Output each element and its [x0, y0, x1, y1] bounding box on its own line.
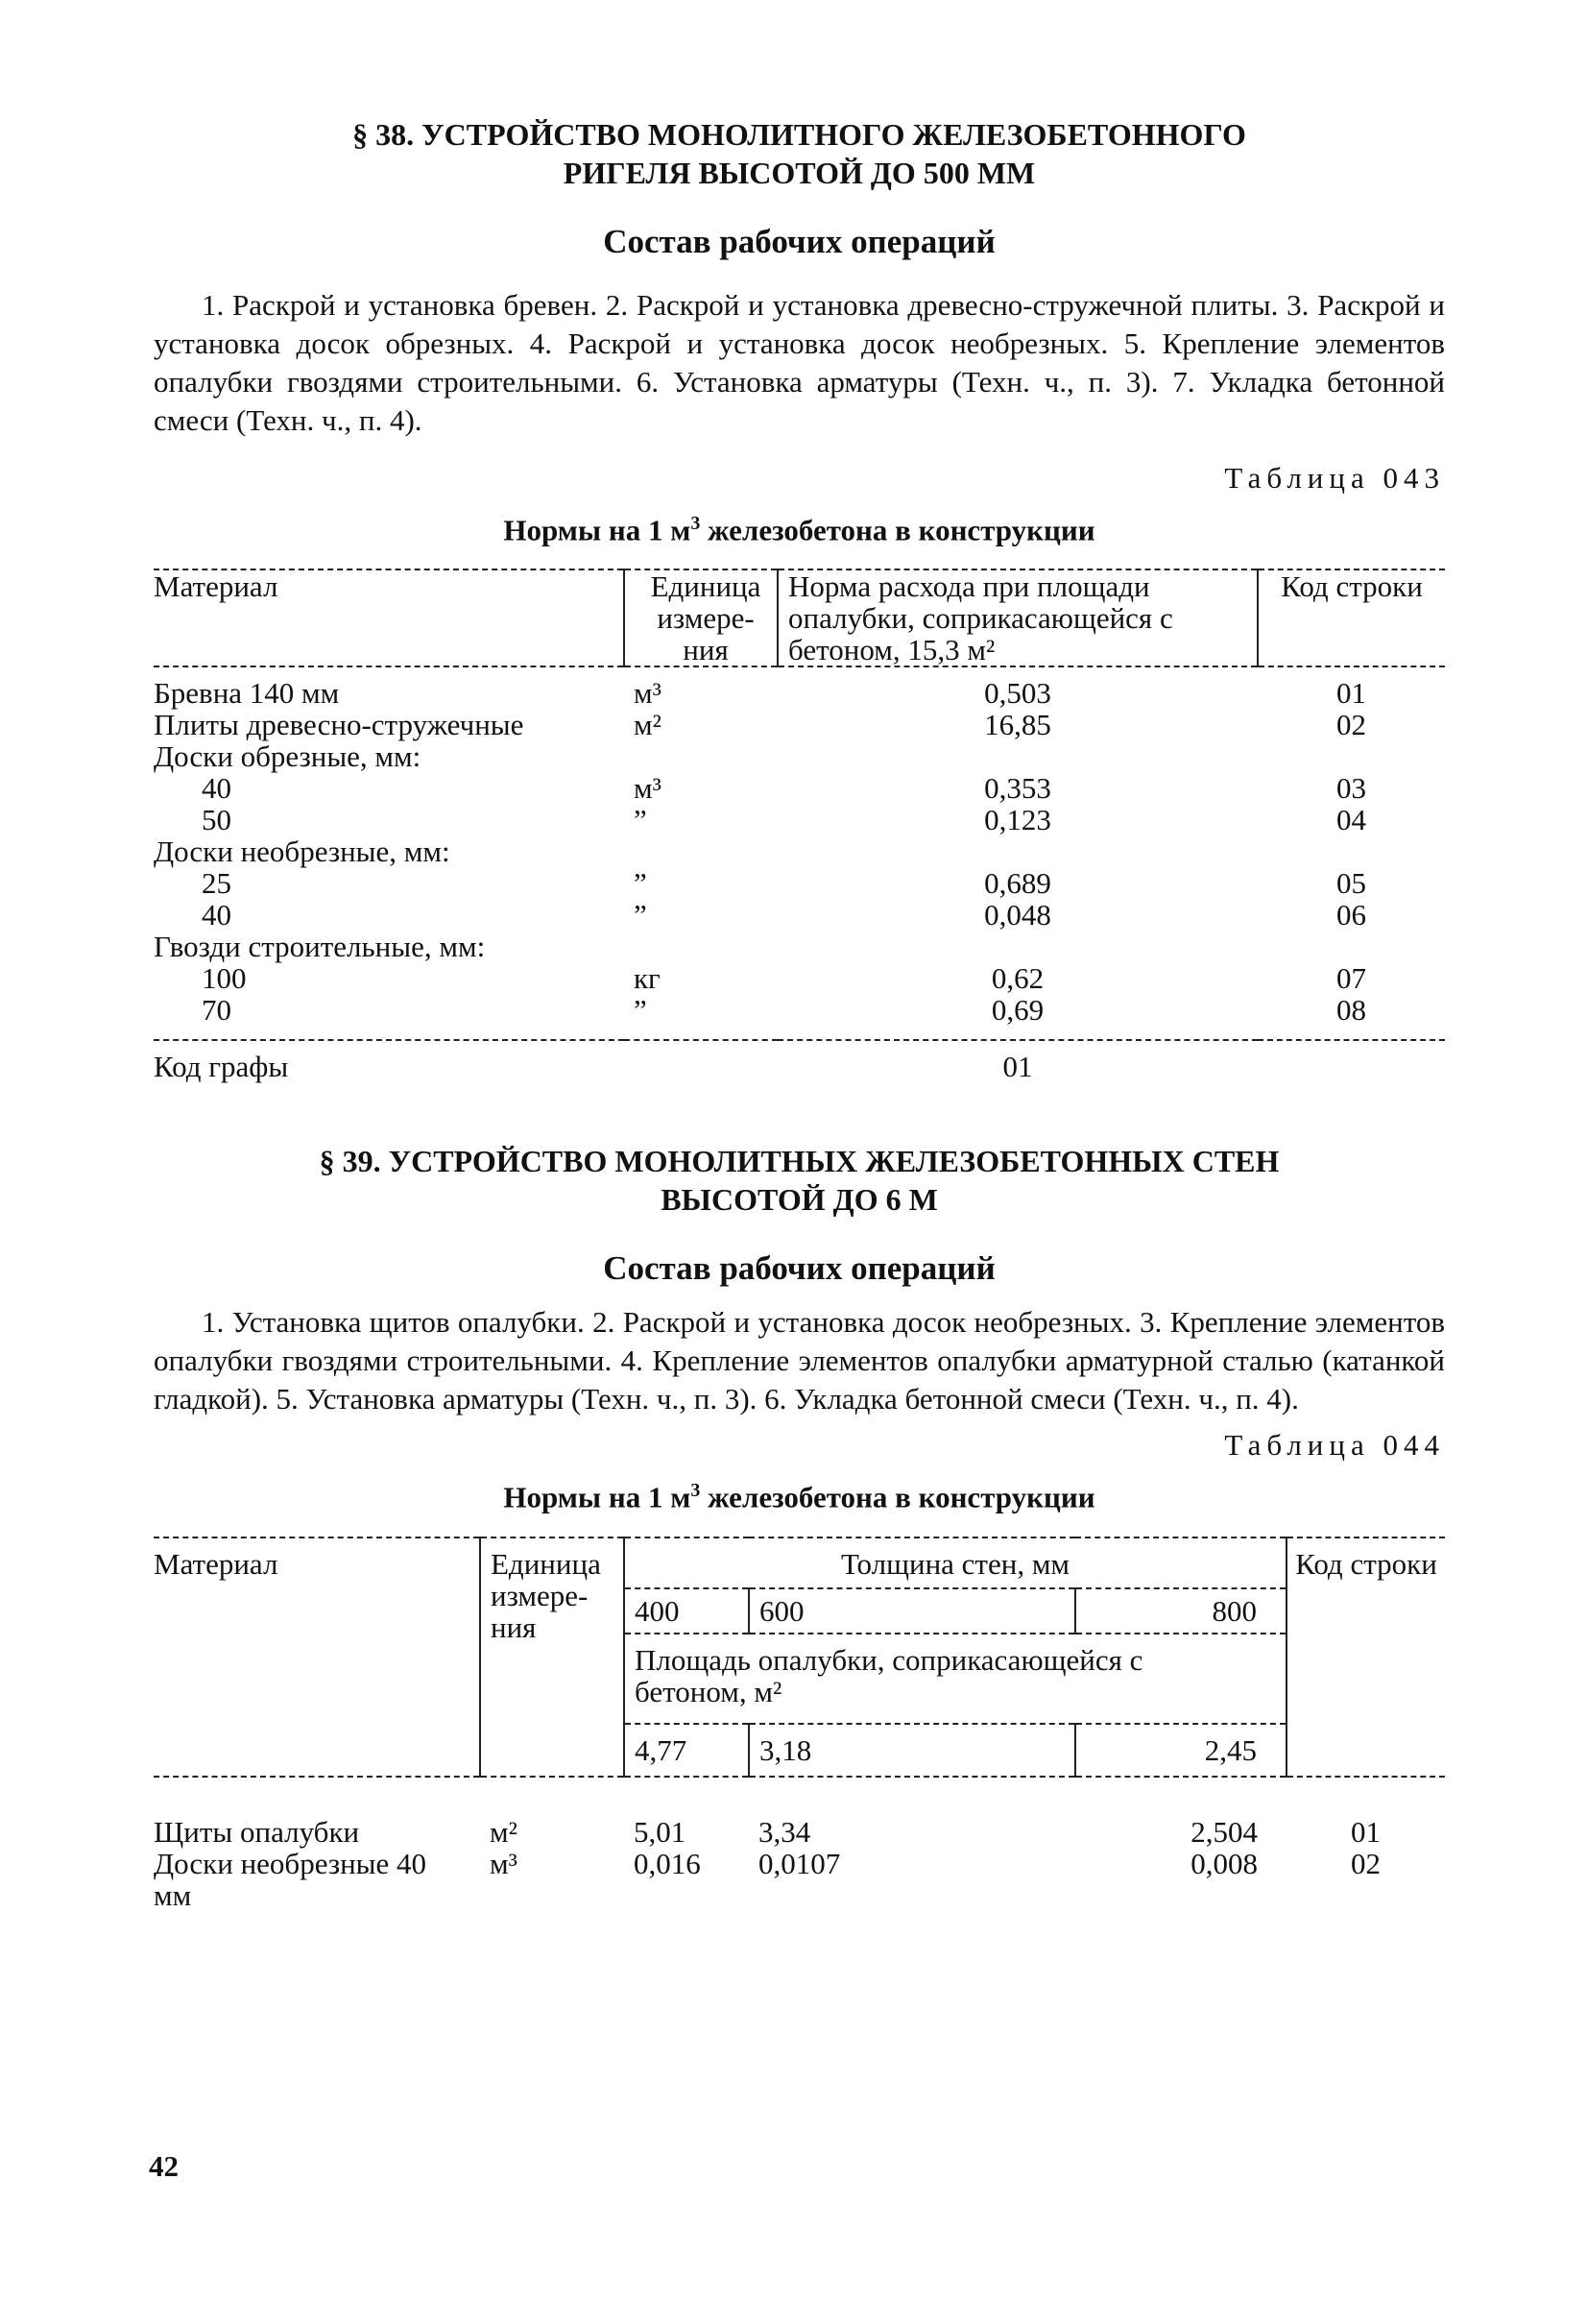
cell-v1: 0,016: [634, 1846, 701, 1880]
cell-code: [1258, 835, 1445, 867]
table-043: [154, 569, 1445, 1082]
cell-unit: [624, 835, 778, 867]
cell-v3: 0,008: [1190, 1846, 1258, 1880]
table-044-caption: [154, 1480, 1445, 1514]
table-row: [154, 740, 1445, 772]
cell-material: 40: [202, 898, 231, 932]
caption-text-post: железобетона в конструкции: [700, 513, 1095, 547]
cell-code: 01: [1336, 676, 1366, 711]
cell-material: Доски необрезные, мм:: [154, 835, 450, 869]
cell-code: 02: [1351, 1846, 1381, 1880]
table-044-body: [154, 1816, 1445, 1911]
cell-value: 0,353: [984, 771, 1051, 806]
page-number: 42: [149, 2149, 179, 2183]
header-material: Материал: [154, 569, 624, 666]
header-a2: 3,18: [749, 1724, 1075, 1776]
table-row: [154, 899, 1445, 931]
header-norm: Норма расхода при площади опалубки, соприкасающейся с бетоном, 15,3 м²: [778, 569, 1258, 666]
caption-text-post: железобетона в конструкции: [700, 1480, 1095, 1514]
table-row: [154, 994, 1445, 1026]
section-38-title-line2: РИГЕЛЯ ВЫСОТОЙ ДО 500 ММ: [563, 156, 1036, 190]
cell-unit: м³: [634, 771, 661, 806]
header-unit: Единица измере- ния: [624, 569, 778, 666]
section-39-title: [154, 1142, 1445, 1219]
table-row: [154, 804, 1445, 835]
cell-value: [778, 740, 1258, 772]
cell-code: 05: [1336, 866, 1366, 901]
table-row: [154, 962, 1445, 994]
cell-unit: [624, 740, 778, 772]
cell-code: [1258, 931, 1445, 962]
cell-material: 50: [202, 803, 231, 837]
cell-code: 07: [1336, 961, 1366, 996]
cell-code: 06: [1336, 898, 1366, 932]
header-t2: 600: [749, 1588, 1075, 1634]
cell-v2: 0,0107: [758, 1846, 841, 1880]
header-t1: 400: [624, 1588, 749, 1634]
section-39-subtitle: Состав рабочих операций: [603, 1249, 996, 1288]
caption-sup: 3: [690, 513, 701, 534]
cell-v2: 3,34: [758, 1814, 811, 1849]
cell-material: 100: [202, 961, 247, 996]
header-thickness: Толщина стен, мм: [624, 1537, 1286, 1588]
header-area: Площадь опалубки, соприкасающейся с бетоном, м²: [624, 1634, 1286, 1724]
table-row: [154, 666, 1445, 709]
table-044-header-row1: [154, 1537, 1445, 1588]
cell-unit: м²: [634, 708, 661, 742]
table-044-divider: [154, 1777, 1445, 1816]
cell-unit: м²: [490, 1814, 517, 1849]
caption-text: Нормы на 1 м: [503, 1480, 691, 1514]
table-row: [154, 931, 1445, 962]
header-a3: 2,45: [1075, 1724, 1286, 1776]
table-row: [154, 772, 1445, 804]
cell-value: [778, 835, 1258, 867]
cell-value: 0,689: [984, 866, 1051, 901]
section-39-operations: 1. Установка щитов опалубки. 2. Раскрой и установка досок необрезных. 3. Крепление элементов опалубки гвоздями строительными. 4. Крепление элементов опалубки арматурной сталью (катанкой гладкой). 5. Установка арматуры (Техн. ч., п. 3). 6. Укладка бетонной смеси (Техн. ч., п. 4).: [154, 1305, 1445, 1416]
cell-unit: кг: [634, 961, 661, 996]
cell-value: 0,503: [984, 676, 1051, 711]
header-a1: 4,77: [624, 1724, 749, 1776]
table-043-footer: [154, 1040, 1445, 1082]
table-043-label: Таблица 043: [1224, 461, 1445, 495]
cell-material: Плиты древесно-стружечные: [154, 708, 524, 742]
table-043-body: [154, 666, 1445, 1040]
section-39-title-line1: § 39. УСТРОЙСТВО МОНОЛИТНЫХ ЖЕЛЕЗОБЕТОННЫХ СТЕН: [319, 1144, 1280, 1179]
header-code: Код строки: [1258, 569, 1445, 666]
header-t3: 800: [1075, 1588, 1286, 1634]
cell-v3: 2,504: [1190, 1814, 1258, 1849]
cell-code: 08: [1336, 993, 1366, 1028]
caption-text: Нормы на 1 м: [503, 513, 691, 547]
table-044-header-bottom: [154, 1777, 1445, 1816]
cell-material: 25: [202, 866, 231, 901]
cell-code: 03: [1336, 771, 1366, 806]
footer-empty2: [1258, 1040, 1445, 1082]
table-043-header: [154, 569, 1445, 666]
table-row: [154, 709, 1445, 740]
section-39-title-line2: ВЫСОТОЙ ДО 6 М: [661, 1182, 938, 1218]
footer-value: 01: [778, 1040, 1258, 1082]
caption-sup: 3: [690, 1480, 701, 1502]
cell-unit: ”: [634, 866, 647, 901]
cell-material: 40: [202, 771, 231, 806]
table-row: [154, 835, 1445, 867]
cell-material: Доски обрезные, мм:: [154, 739, 421, 774]
table-row: [154, 867, 1445, 899]
section-38-title: [154, 115, 1445, 192]
footer-label: Код графы: [154, 1040, 624, 1082]
table-row: [154, 1848, 1445, 1911]
document-page: [154, 115, 1445, 1911]
cell-value: 0,048: [984, 898, 1051, 932]
cell-unit: ”: [634, 803, 647, 837]
cell-code: 01: [1351, 1814, 1381, 1849]
cell-unit: [624, 931, 778, 962]
cell-code: 02: [1336, 708, 1366, 742]
cell-material: Щиты опалубки: [154, 1814, 360, 1849]
cell-material: Доски необрезные 40 мм: [154, 1846, 427, 1912]
cell-value: [778, 931, 1258, 962]
section-38-subtitle: Состав рабочих операций: [603, 223, 996, 260]
footer-empty: [624, 1040, 778, 1082]
cell-value: 0,69: [991, 993, 1045, 1028]
cell-unit: м³: [490, 1846, 517, 1880]
cell-material: 70: [202, 993, 231, 1028]
cell-value: 0,62: [991, 961, 1045, 996]
table-044-label: Таблица 044: [1224, 1428, 1445, 1463]
table-043-caption: [154, 513, 1445, 547]
cell-value: 16,85: [984, 708, 1051, 742]
cell-code: [1258, 740, 1445, 772]
section-38-operations: 1. Раскрой и установка бревен. 2. Раскрой и установка древесно-стружечной плиты. 3. Раскрой и установка досок обрезных. 4. Раскрой и установка досок необрезных. 5. Крепление элементов опалубки гвоздями строительными. 6. Установка арматуры (Техн. ч., п. 3). 7. Укладка бетонной смеси (Техн. ч., п. 4).: [154, 288, 1445, 437]
cell-unit: ”: [634, 993, 647, 1028]
cell-unit: м³: [634, 676, 661, 711]
cell-value: 0,123: [984, 803, 1051, 837]
cell-material: Гвозди строительные, мм:: [154, 930, 486, 964]
cell-v1: 5,01: [634, 1814, 686, 1849]
cell-code: 04: [1336, 803, 1366, 837]
table-044-grid: [154, 1537, 1445, 1911]
table-043-grid: [154, 569, 1445, 1082]
header-unit: Единица измере- ния: [480, 1537, 624, 1777]
header-code: Код строки: [1286, 1537, 1445, 1777]
section-38-title-line1: § 38. УСТРОЙСТВО МОНОЛИТНОГО ЖЕЛЕЗОБЕТОННОГО: [352, 117, 1246, 152]
header-material: Материал: [154, 1537, 480, 1777]
table-044: [154, 1537, 1445, 1911]
cell-material: Бревна 140 мм: [154, 676, 340, 711]
table-row: [154, 1816, 1445, 1848]
cell-unit: ”: [634, 898, 647, 932]
